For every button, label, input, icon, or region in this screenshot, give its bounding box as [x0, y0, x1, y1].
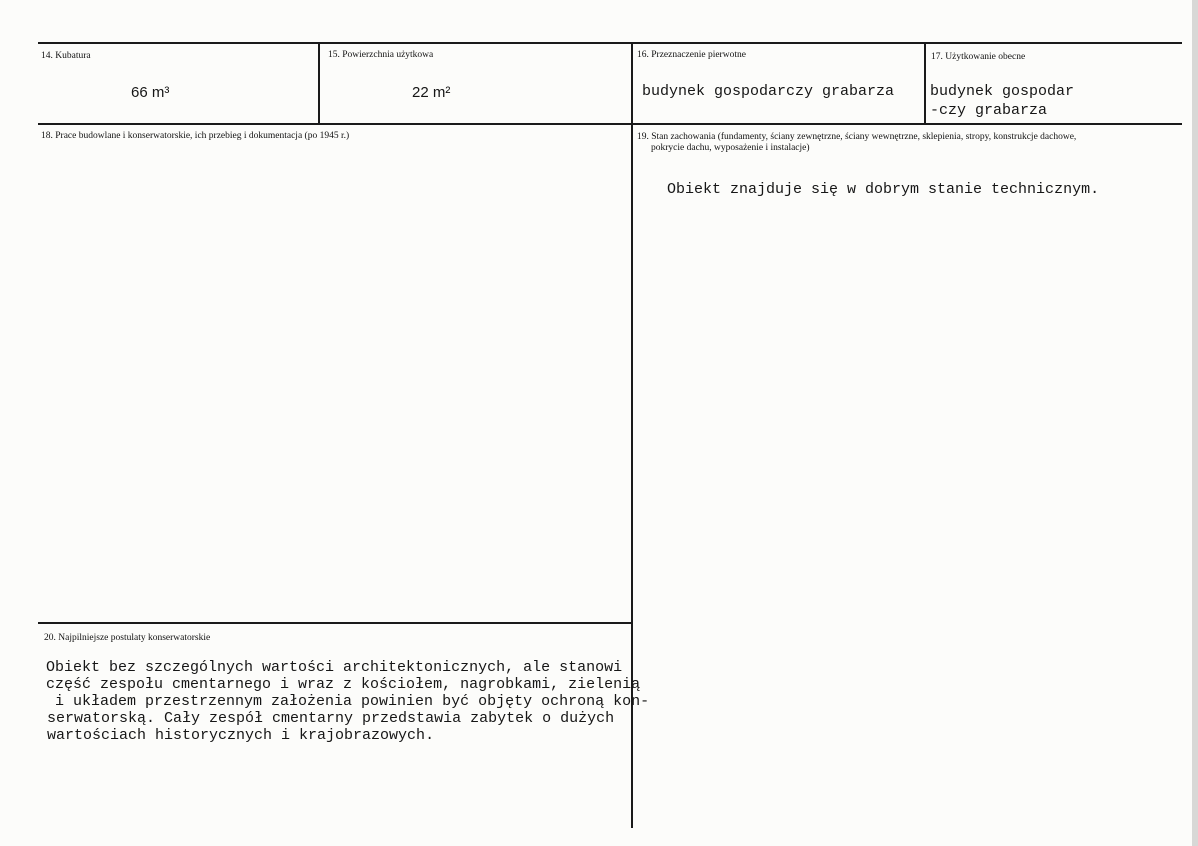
field-20-value-line-1: Obiekt bez szczególnych wartości architektonicznych, ale stanowi — [46, 659, 623, 676]
field-19-label-line-1: 19. Stan zachowania (fundamenty, ściany zewnętrzne, ściany wewnętrzne, sklepienia, stropy, konstrukcje dachowe, — [637, 132, 1077, 142]
field-15-label: 15. Powierzchnia użytkowa — [328, 50, 434, 60]
divider-16-17 — [924, 42, 926, 124]
field-14-label: 14. Kubatura — [41, 51, 91, 61]
field-19-value: Obiekt znajduje się w dobrym stanie technicznym. — [667, 181, 1100, 198]
top-rule — [38, 42, 1182, 44]
field-18-label: 18. Prace budowlane i konserwatorskie, ich przebieg i dokumentacja (po 1945 r.) — [41, 131, 350, 141]
field-14-value: 66 m³ — [131, 84, 170, 101]
field-17-value-line-2: -czy grabarza — [930, 102, 1048, 119]
section20-top-rule — [38, 622, 632, 624]
row1-bottom-rule — [38, 123, 1182, 125]
scan-edge — [1192, 0, 1198, 846]
field-20-value-line-3: i układem przestrzennym założenia powinien być objęty ochroną kon- — [46, 693, 650, 710]
divider-main — [631, 42, 633, 828]
field-16-value: budynek gospodarczy grabarza — [642, 83, 895, 100]
divider-14-15 — [318, 42, 320, 124]
field-17-label: 17. Użytkowanie obecne — [931, 52, 1026, 62]
field-15-value: 22 m² — [412, 84, 451, 101]
field-16-label: 16. Przeznaczenie pierwotne — [637, 50, 746, 60]
field-20-label: 20. Najpilniejsze postulaty konserwatorskie — [44, 633, 211, 643]
field-19-label-line-2: pokrycie dachu, wyposażenie i instalacje) — [651, 143, 810, 153]
field-17-value-line-1: budynek gospodar — [930, 83, 1075, 100]
field-20-value-line-5: wartościach historycznych i krajobrazowych. — [38, 727, 435, 744]
field-20-value-line-2: część zespołu cmentarnego i wraz z kościołem, nagrobkami, zielenią — [46, 676, 641, 693]
field-20-value-line-4: serwatorską. Cały zespół cmentarny przedstawia zabytek o dużych — [38, 710, 615, 727]
